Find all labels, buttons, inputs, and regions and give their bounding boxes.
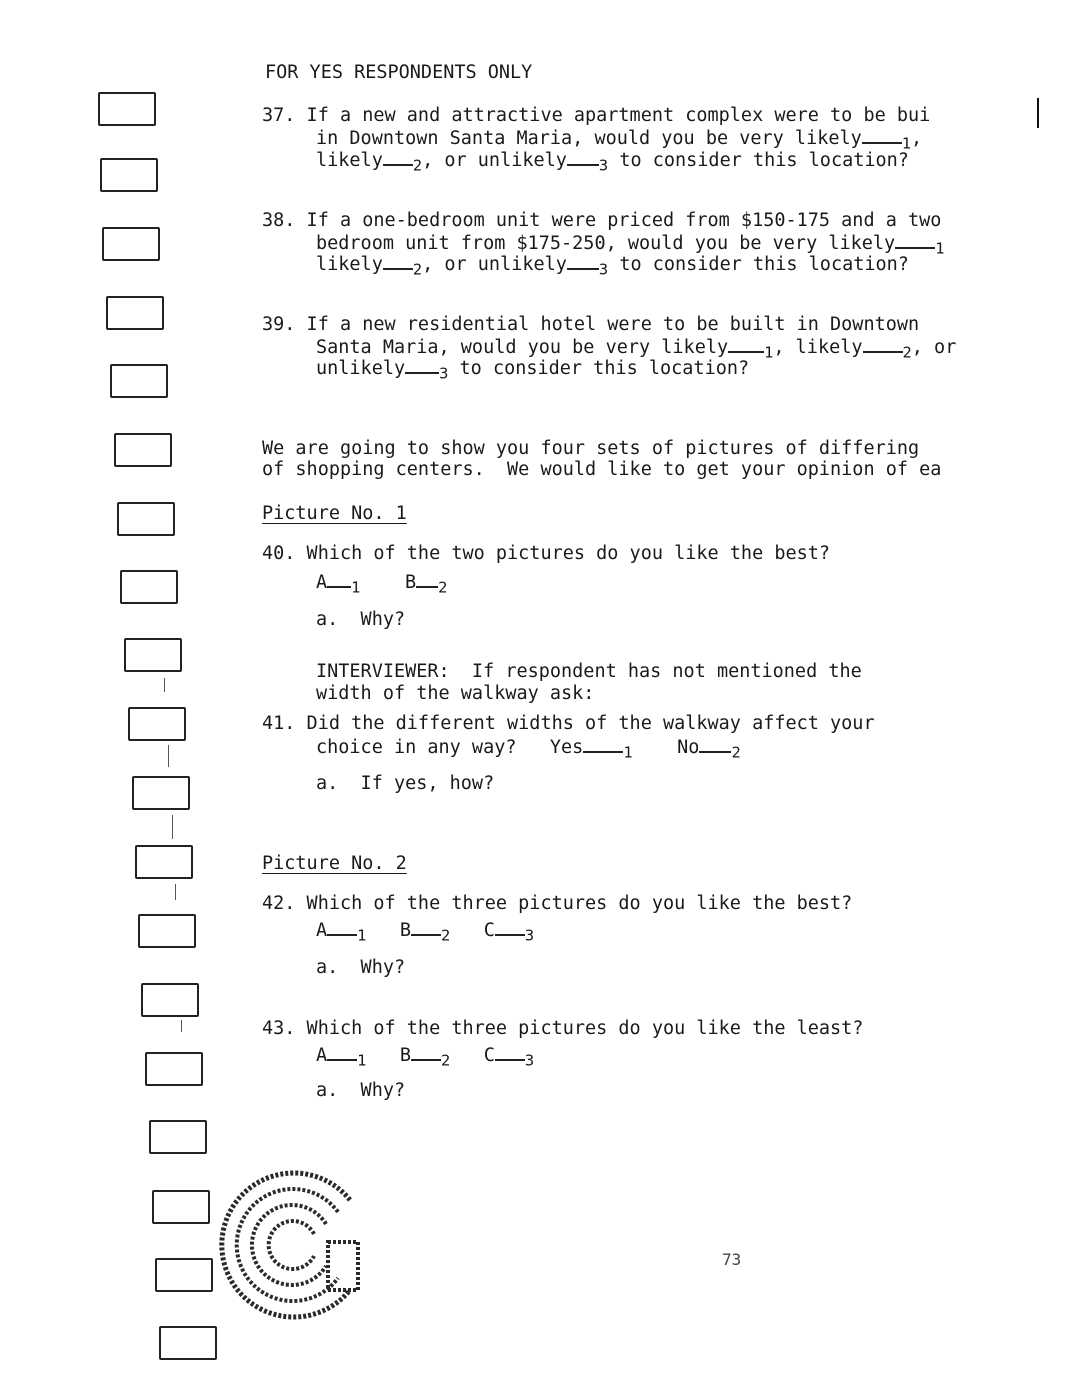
picture-1-heading: Picture No. 1 xyxy=(262,503,407,524)
q38-line-1: 38. If a one-bedroom unit were priced from $150-175 and a two xyxy=(262,210,942,231)
q39-line-3 xyxy=(316,356,749,385)
q42-followup: a. Why? xyxy=(316,957,406,978)
margin-tick xyxy=(175,884,176,900)
q39-text: Santa Maria, would you be very likely xyxy=(316,337,729,358)
q38-text: , or unlikely xyxy=(422,254,567,275)
option-label: A xyxy=(316,920,328,941)
coding-box xyxy=(120,570,178,604)
q38-text: bedroom unit from $175-250, would you be very likely xyxy=(316,233,896,254)
option-label: B xyxy=(399,920,411,941)
coding-box xyxy=(141,983,199,1017)
coding-box xyxy=(149,1120,207,1154)
answer-code: 2 xyxy=(731,743,741,762)
q41-line-2 xyxy=(316,735,741,764)
answer-code: 3 xyxy=(524,926,535,945)
answer-blank xyxy=(411,1043,441,1061)
answer-blank xyxy=(383,252,413,270)
intro-line-1: We are going to show you four sets of pictures of differing xyxy=(262,438,920,459)
picture-2-heading: Picture No. 2 xyxy=(262,853,407,874)
q37-text: , or unlikely xyxy=(422,150,567,171)
interviewer-note-line-2: width of the walkway ask: xyxy=(316,683,595,704)
answer-blank xyxy=(863,335,903,353)
q41-followup: a. If yes, how? xyxy=(316,773,495,794)
q38-text: to consider this location? xyxy=(608,254,909,275)
answer-code: 1 xyxy=(357,926,367,945)
q38-text: likely xyxy=(316,254,383,275)
text-cursor xyxy=(1037,98,1039,128)
margin-tick xyxy=(181,1020,182,1032)
answer-blank xyxy=(495,1043,525,1061)
answer-code: 3 xyxy=(598,156,609,175)
section-header: FOR YES RESPONDENTS ONLY xyxy=(265,62,533,83)
q37-line-2: in Downtown Santa Maria, would you be very likely $_1$, xyxy=(316,128,923,153)
coding-box xyxy=(135,845,193,879)
answer-blank xyxy=(728,335,764,353)
answer-code: 1 xyxy=(357,1051,367,1070)
answer-code: 1 xyxy=(764,343,774,362)
answer-blank xyxy=(327,918,357,936)
coding-box xyxy=(102,227,160,261)
q42-options xyxy=(316,918,534,947)
coding-box xyxy=(138,914,196,948)
option-label: B xyxy=(404,572,417,593)
answer-code: 2 xyxy=(412,156,423,175)
interviewer-note-line-1: INTERVIEWER: If respondent has not mentioned the xyxy=(316,661,862,682)
q41-line-1: 41. Did the different widths of the walkway affect your xyxy=(262,713,875,734)
q43-followup: a. Why? xyxy=(316,1080,406,1101)
coding-box xyxy=(110,364,168,398)
q39-line-1: 39. If a new residential hotel were to be built in Downtown xyxy=(262,314,920,335)
q37-text: to consider this location? xyxy=(608,150,909,171)
answer-blank xyxy=(327,570,351,588)
answer-blank xyxy=(583,735,623,753)
concentric-logo-icon xyxy=(200,1160,370,1330)
margin-tick xyxy=(168,745,169,767)
q39-text: to consider this location? xyxy=(448,358,750,379)
answer-blank xyxy=(567,252,599,270)
option-label: A xyxy=(316,1045,328,1066)
page-number: 73 xyxy=(722,1250,742,1269)
q38-line-3 xyxy=(316,252,909,281)
q39-text: unlikely xyxy=(316,358,406,379)
intro-line-2: of shopping centers. We would like to get your opinion of ea xyxy=(262,459,942,480)
q37-text: likely xyxy=(316,150,383,171)
answer-code: 2 xyxy=(440,926,451,945)
coding-box xyxy=(128,707,186,741)
q42-question: 42. Which of the three pictures do you like the best? xyxy=(262,893,853,914)
answer-code: 2 xyxy=(440,1051,451,1070)
margin-tick xyxy=(172,815,173,839)
q37-line-3 xyxy=(316,148,909,177)
coding-box xyxy=(132,776,190,810)
answer-blank xyxy=(416,570,438,588)
answer-blank xyxy=(895,231,935,249)
q40-question: 40. Which of the two pictures do you like the best? xyxy=(262,543,831,564)
answer-blank xyxy=(383,148,413,166)
q39-text: , likely xyxy=(773,337,863,358)
answer-code: 2 xyxy=(902,343,912,362)
coding-box xyxy=(114,433,172,467)
q40-options xyxy=(316,570,447,599)
q41-text: choice in any way? Yes xyxy=(316,737,584,758)
q41-text: No xyxy=(677,737,700,758)
option-label: C xyxy=(483,1045,495,1066)
answer-blank xyxy=(405,356,439,374)
answer-code: 3 xyxy=(524,1051,535,1070)
q37-line-1: 37. If a new and attractive apartment complex were to be bui xyxy=(262,105,931,126)
coding-box xyxy=(124,638,182,672)
answer-code: 1 xyxy=(623,743,633,762)
q39-text: , or xyxy=(911,337,957,358)
coding-box xyxy=(98,92,156,126)
answer-blank xyxy=(327,1043,357,1061)
q43-question: 43. Which of the three pictures do you like the least? xyxy=(262,1018,864,1039)
option-label: B xyxy=(399,1045,411,1066)
answer-code: 2 xyxy=(438,578,448,597)
answer-code: 3 xyxy=(598,260,609,279)
answer-blank xyxy=(495,918,525,936)
answer-blank xyxy=(862,126,902,144)
answer-blank xyxy=(699,735,731,753)
coding-box xyxy=(117,502,175,536)
answer-code: 1 xyxy=(351,578,361,597)
q40-followup: a. Why? xyxy=(316,609,406,630)
option-label: C xyxy=(483,920,495,941)
answer-code: 1 xyxy=(935,239,945,258)
q37-text: in Downtown Santa Maria, would you be very likely xyxy=(316,128,862,149)
answer-code: 2 xyxy=(412,260,423,279)
answer-blank xyxy=(411,918,441,936)
answer-code: 3 xyxy=(439,364,449,383)
coding-box xyxy=(106,296,164,330)
coding-box xyxy=(145,1052,203,1086)
answer-code: 1 xyxy=(901,134,912,153)
q43-options xyxy=(316,1043,534,1072)
option-label: A xyxy=(316,572,328,593)
answer-blank xyxy=(567,148,599,166)
coding-box xyxy=(100,158,158,192)
margin-tick xyxy=(164,678,165,692)
coding-box xyxy=(159,1326,217,1360)
